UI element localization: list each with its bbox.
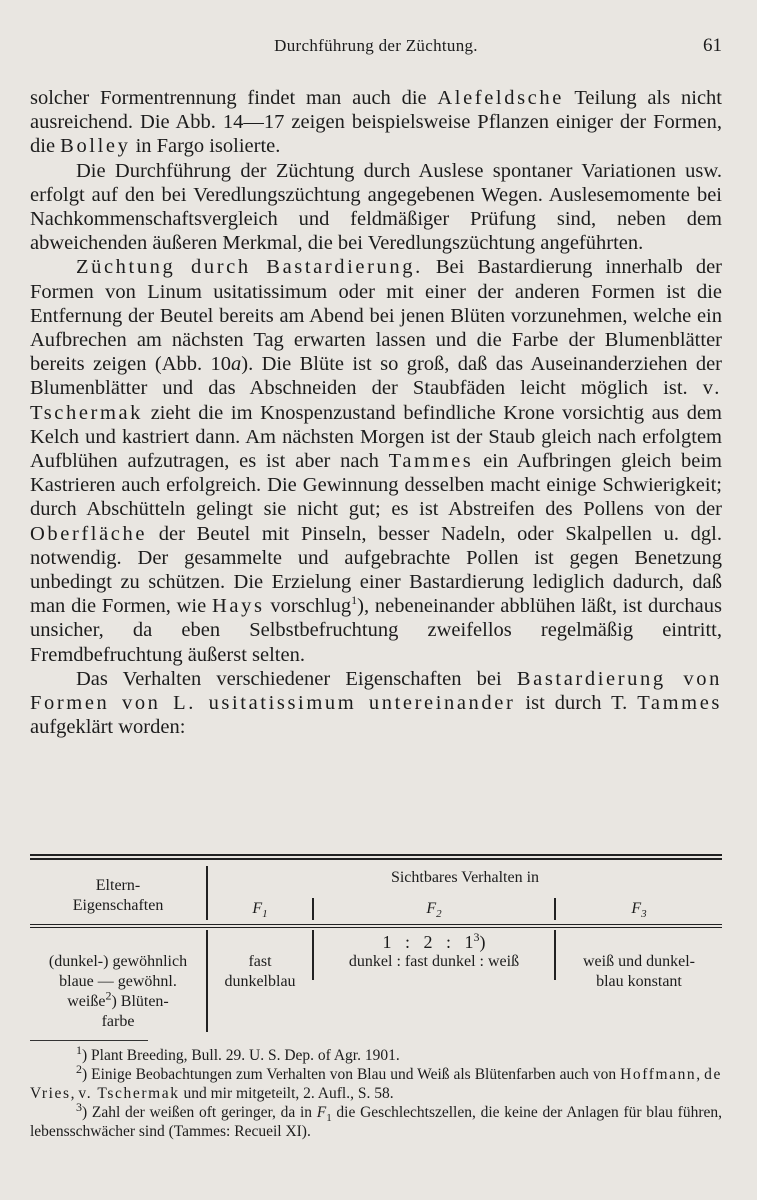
p3-text-l: vorschlug [264, 595, 352, 618]
header-f1 [208, 899, 312, 919]
f2-ratio-c: 1 [464, 932, 474, 952]
p1-text-e: in Fargo isolierte. [130, 135, 281, 158]
paragraph-3 [30, 255, 722, 666]
f1-value-line-1: fast [248, 953, 272, 970]
table-mid-rule-1 [30, 924, 722, 925]
f2-ratio-b: 2 [423, 932, 433, 952]
p3-text-d: ). Die Blüte ist so groß, daß das Auseinanderziehen der Blumenblätter und das Abschneiden der Staubfäden leicht möglich ist. [30, 353, 722, 400]
paragraph-2: Die Durchführung der Züchtung durch Auslese spontaner Variationen usw. erfolgt auf den bei Veredlungszüchtung angegebenen Wegen. Auslesemomente bei Nachkommenschaftsvergleich und feldmäßiger Prüfung sind, neben dem abweichenden äußeren Merkmal, die bei Veredlungszüchtung angeführten. [30, 159, 722, 255]
f1-symbol: F [252, 900, 263, 917]
traits-line-1: (dunkel-) gewöhnlich [48, 953, 188, 970]
author-tschermak: v. Tschermak [30, 377, 722, 424]
p3-fig-letter: a [231, 353, 242, 376]
p4-text-a: Das Verhalten verschiedener Eigenschaften bei [76, 667, 517, 690]
table-mid-rule-2 [30, 927, 722, 928]
footnote-ref-2: 2 [105, 988, 112, 1003]
p3-text-m: ), nebeneinander abblühen läßt, ist durchaus unsicher, da eben Selbstbefruchtung zweifellos regelmäßig eintritt, Fremdbefruchtung äußerst selten. [30, 595, 722, 666]
footnote-1-text: ) Plant Breeding, Bull. 29. U. S. Dep. of Agr. 1901. [82, 1047, 400, 1064]
author-hoffmann: Hoffmann [620, 1066, 697, 1083]
p3-text-j: der Beutel mit Pinseln, besser Nadeln, oder Skalpellen u. dgl. notwendig. Der gesammelte und aufgebrachte Pollen ist gegen Benetzung unbedingt zu schützen. Die Erzielung einer Bastardierung lediglich dadurch, daß man die Formen, wie [30, 522, 722, 618]
footnote-3-text-b: die Geschlechtszellen, die keine der Anlagen für blau führen, lebensschwächer sind (Tammes: Recueil XI). [30, 1104, 722, 1140]
footnotes [30, 1042, 722, 1141]
p3-text-f: zieht die im Knospenzustand befindliche Krone vorsichtig aus dem Kelch und kastriert dann. Am nächsten Morgen ist der Staub gleich nach erfolgtem Aufblühen aufzutragen, es ist aber nach [30, 401, 722, 473]
section-heading-bastardierung: Züchtung durch Bastardierung. [76, 256, 423, 279]
f2-symbol: F [426, 900, 437, 917]
author-alefeld: Alefeldsche [437, 87, 564, 109]
traits-blueten: ) Blüten- [111, 993, 169, 1010]
footnote-1-mark: 1 [76, 1042, 82, 1057]
f1-subscript: 1 [262, 908, 268, 921]
footnote-2 [30, 1061, 722, 1103]
p3-text-h: ein Aufbringen gleich beim Kastrieren auch erfolgreich. Die Gewinnung desselben macht einige Schwierigkeit; durch Abschütteln gelingt sie nicht gut; es ist Abstreifen des Pollens von der [30, 450, 722, 521]
author-hays: Hays [212, 595, 265, 618]
footnote-3-mark: 3 [76, 1099, 82, 1114]
f2-subscript: 2 [436, 908, 442, 921]
traits-line-4: farbe [101, 1013, 135, 1030]
p3-text-b: Bei Bastardierung innerhalb der Formen von Linum usitatissimum oder mit einer der anderen Formen ist die Entfernung der Beutel bereits am Abend bei jenen Blüten vorzunehmen, welche ein Aufbrechen am nächsten Tag erwarten lassen und die Farbe der Blumenblätter bereits zeigen (Abb. 10 [30, 256, 722, 376]
author-de-vries: de Vries [30, 1066, 722, 1102]
paragraph-4 [30, 667, 722, 740]
running-title: Durchführung der Züchtung. [274, 36, 478, 55]
page-header [30, 36, 722, 58]
footnote-ref-1: 1 [351, 593, 358, 608]
traits-weisse: weiße [67, 993, 106, 1010]
body-text [30, 86, 722, 739]
p3-emphasis-oberflaeche: Oberfläche [30, 522, 148, 545]
traits-line-2: blaue — gewöhnl. [59, 973, 177, 990]
page-number: 61 [703, 35, 722, 56]
f2-ratio: 1 : 2 : $1^3$) [382, 930, 486, 952]
p4-text-c: ist durch T. [515, 692, 638, 715]
f3-subscript: 3 [641, 908, 647, 921]
footnote-2-mark: 2 [76, 1061, 82, 1076]
p1-text-a: solcher Formentrennung findet man auch die [30, 87, 438, 109]
p4-emphasis: Bastardierung von Formen von L. usitatissimum untereinander [30, 667, 722, 715]
header-f3 [556, 899, 722, 919]
p4-text-e: aufgeklärt worden: [30, 716, 186, 739]
footnote-2-sep-1: , [696, 1066, 705, 1083]
author-tammes-2: Tammes [637, 692, 722, 715]
table-top-rule-1 [30, 854, 722, 856]
header-sichtbares-verhalten: Sichtbares Verhalten in [390, 869, 540, 886]
footnote-3-text-a: ) Zahl der weißen oft geringer, da in [82, 1104, 317, 1121]
f1-value-line-2: dunkelblau [224, 973, 296, 990]
footnote-2-sep-2: , [70, 1085, 79, 1102]
table-top-rule-2 [30, 858, 722, 860]
f3-value-line-1: weiß und dunkel- [583, 953, 695, 970]
footnote-3 [30, 1099, 722, 1141]
footnote-2-text-a: ) Einige Beobachtungen zum Verhalten von Blau und Weiß als Blütenfarben auch von [82, 1066, 621, 1083]
header-eltern-eigenschaften: Eltern- Eigenschaften [72, 877, 164, 914]
footnote-rule [30, 1040, 148, 1041]
author-tammes: Tammes [388, 450, 474, 473]
author-tschermak-fn: v. Tschermak [78, 1085, 180, 1102]
footnote-ref-3: 3 [473, 930, 480, 944]
traits-line-3 [30, 988, 206, 1012]
f2-ratio-a: 1 [382, 932, 392, 952]
p1-text-c: Teilung als nicht ausreichend. Die Abb. 14—17 zeigen beispielsweise Pflanzen einiger der Formen, die [30, 87, 722, 158]
paragraph-1 [30, 86, 722, 159]
footnote-1 [30, 1042, 722, 1065]
header-f2 [314, 899, 554, 919]
footnote-3-f-symbol: F [316, 1104, 327, 1121]
inheritance-table [30, 854, 722, 1036]
author-bolley: Bolley [60, 135, 131, 158]
footnote-3-f-subscript: 1 [326, 1112, 332, 1125]
f3-symbol: F [631, 900, 642, 917]
f3-value-line-2: blau konstant [596, 973, 682, 990]
f2-labels: dunkel : fast dunkel : weiß [348, 953, 520, 970]
footnote-2-text-g: und mir mitgeteilt, 2. Aufl., S. 58. [179, 1085, 394, 1102]
